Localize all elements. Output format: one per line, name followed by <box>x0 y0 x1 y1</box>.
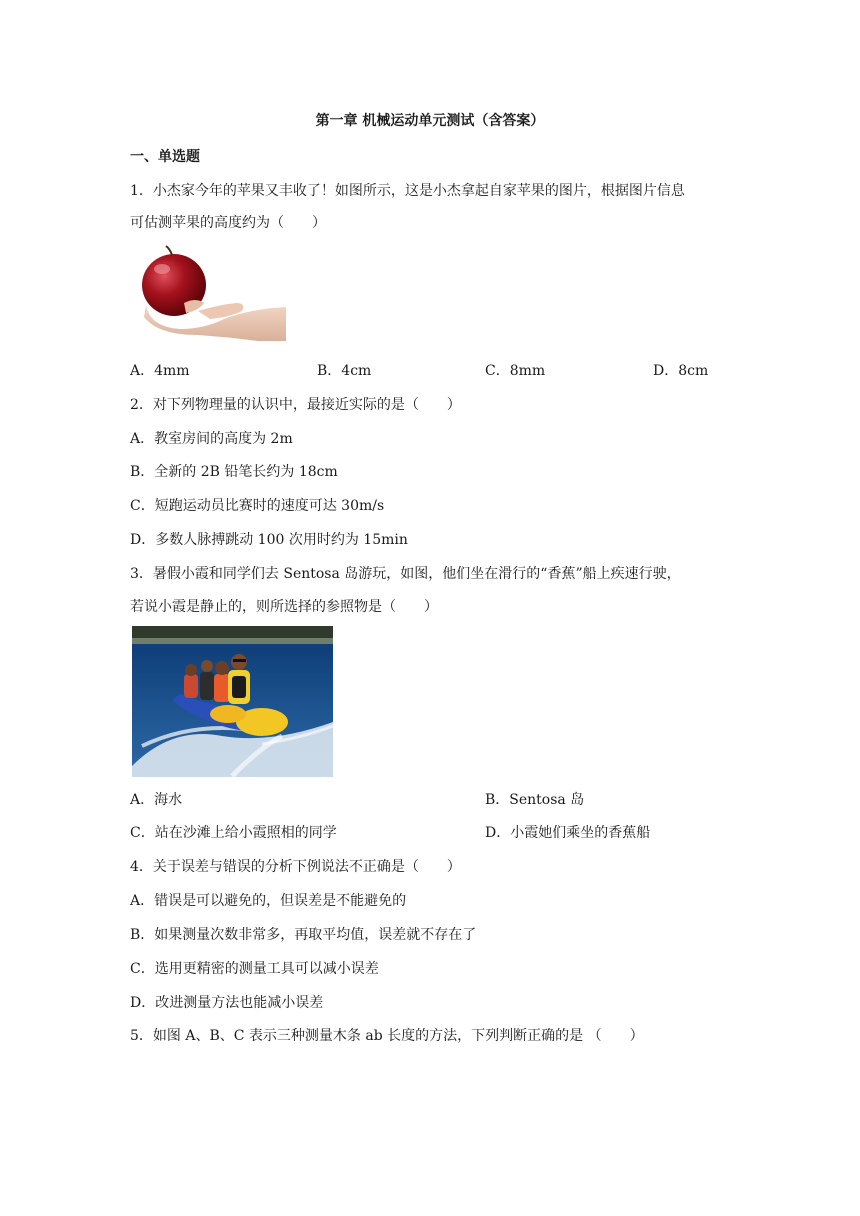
q2-option-c: C．短跑运动员比赛时的速度可达 30m/s <box>130 498 385 514</box>
q1-option-a: A．4mm <box>130 363 190 379</box>
q4-option-a: A．错误是可以避免的，但误差是不能避免的 <box>130 893 407 909</box>
q3-stem-line2: 若说小霞是静止的，则所选择的参照物是（ ） <box>130 599 438 615</box>
q2-option-d: D．多数人脉搏跳动 100 次用时约为 15min <box>130 532 408 548</box>
page-title: 第一章 机械运动单元测试（含答案） <box>315 113 545 129</box>
q3-stem-line1: 3．暑假小霞和同学们去 Sentosa 岛游玩，如图，他们坐在滑行的“香蕉”船上疾速行驶， <box>130 566 681 582</box>
q1-option-c: C．8mm <box>485 363 546 379</box>
q4-option-b: B．如果测量次数非常多，再取平均值，误差就不存在了 <box>130 927 477 943</box>
q1-stem-line2: 可估测苹果的高度约为（ ） <box>130 215 326 231</box>
banana-boat-image <box>132 626 333 777</box>
q3-option-b: B．Sentosa 岛 <box>485 792 585 808</box>
q4-stem: 4．关于误差与错误的分析下例说法不正确是（ ） <box>130 859 461 875</box>
q4-option-c: C．选用更精密的测量工具可以减小误差 <box>130 961 379 977</box>
q3-option-c: C．站在沙滩上给小霞照相的同学 <box>130 825 337 841</box>
apple-in-hand-image <box>138 245 286 341</box>
section-heading: 一、单选题 <box>130 149 200 165</box>
q5-stem: 5．如图 A、B、C 表示三种测量木条 ab 长度的方法，下列判断正确的是 （ ） <box>130 1028 644 1044</box>
q2-option-a: A．教室房间的高度为 2m <box>130 431 293 447</box>
q3-option-a: A．海水 <box>130 792 183 808</box>
q2-option-b: B．全新的 2B 铅笔长约为 18cm <box>130 464 338 480</box>
q1-stem-line1: 1．小杰家今年的苹果又丰收了！如图所示，这是小杰拿起自家苹果的图片，根据图片信息 <box>130 183 685 199</box>
q2-stem: 2．对下列物理量的认识中，最接近实际的是（ ） <box>130 397 461 413</box>
q1-option-d: D．8cm <box>653 363 709 379</box>
q4-option-d: D．改进测量方法也能减小误差 <box>130 995 324 1011</box>
q3-option-d: D．小霞她们乘坐的香蕉船 <box>485 825 651 841</box>
q1-option-b: B．4cm <box>317 363 372 379</box>
